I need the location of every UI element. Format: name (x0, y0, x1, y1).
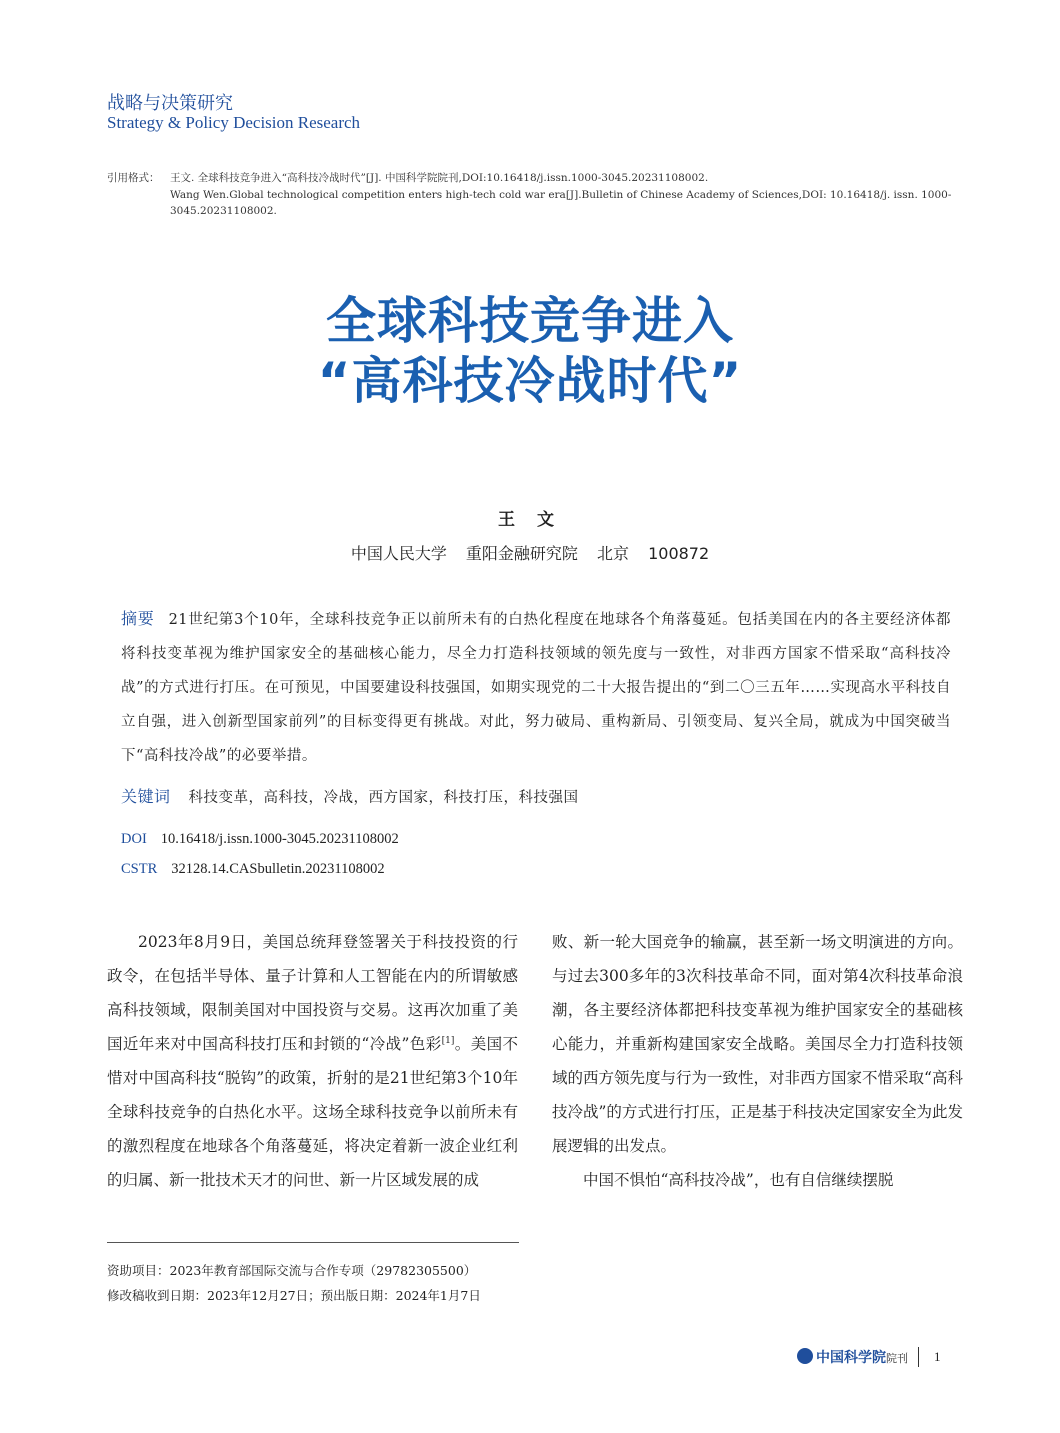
logo-text: 中国科学院 (816, 1350, 886, 1366)
author-affiliation: 中国人民大学 重阳金融研究院 北京 100872 (350, 544, 710, 563)
body-text: 。美国不惜对中国高科技“脱钩”的政策，折射的是21世纪第3个10年全球科技竞争的白热化水平。这场全球科技竞争以前所未有的激烈程度在地球各个角落蔓延，将决定着新一波企业红利的归属、新一批技术天才的问世、新一片区域发展的成 (107, 1035, 518, 1189)
doi-line (121, 831, 399, 848)
section-title-en: Strategy & Policy Decision Research (107, 113, 361, 132)
article-title-line2: “高科技冷战时代” (317, 352, 743, 410)
author-name: 王 文 (498, 510, 562, 530)
page-number: 1 (934, 1349, 941, 1364)
journal-logo (797, 1347, 908, 1367)
keywords-text: 科技变革，高科技，冷战，西方国家，科技打压，科技强国 (188, 790, 579, 806)
body-text: 2023年8月9日，美国总统拜登签署关于科技投资的行政令，在包括半导体、量子计算和人工智能在内的所谓敏感高科技领域，限制美国对中国投资与交易。这再次加重了美国近年来对中国高科技打压和封锁的“冷战”色彩 (107, 933, 518, 1053)
reference-mark[interactable]: [1] (441, 1035, 455, 1046)
footnote (107, 1258, 481, 1308)
funding-note: 资助项目：2023年教育部国际交流与合作专项（29782305500） (107, 1263, 477, 1278)
footer-divider (918, 1347, 919, 1367)
doi-label: DOI (121, 831, 147, 847)
body-column-right (552, 925, 963, 1197)
abstract-text: 21世纪第3个10年，全球科技竞争正以前所未有的白热化程度在地球各个角落蔓延。包括美国在内的各主要经济体都将科技变革视为维护国家安全的基础核心能力，尽全力打造科技领域的领先度与一致性，对非西方国家不惜采取“高科技冷战”的方式进行打压。在可预见，中国要建设科技强国，如期实现党的二十大报告提出的“到二〇三五年……实现高水平科技自立自强，进入创新型国家前列”的目标变得更有挑战。对此，努力破局、重构新局、引领变局、复兴全局，就成为中国突破当下“高科技冷战”的必要举措。 (121, 612, 951, 764)
globe-icon (797, 1348, 813, 1364)
logo-subtext: 院刊 (886, 1352, 908, 1365)
cstr-label: CSTR (121, 861, 158, 877)
body-paragraph: 中国不惧怕“高科技冷战”，也有自信继续摆脱 (583, 1171, 894, 1189)
citation-cn: 王文. 全球科技竞争进入“高科技冷战时代”[J]. 中国科学院院刊,DOI:10.16418/j.issn.1000-3045.20231108002. (170, 172, 709, 184)
body-paragraph: 败、新一轮大国竞争的输赢，甚至新一场文明演进的方向。与过去300多年的3次科技革命不同，面对第4次科技革命浪潮，各主要经济体都把科技变革视为维护国家安全的基础核心能力，并重新构建国家安全战略。美国尽全力打造科技领域的西方领先度与行为一致性，对非西方国家不惜采取“高科技冷战”的方式进行打压，正是基于科技决定国家安全为此发展逻辑的出发点。 (552, 933, 963, 1155)
abstract-label: 摘要 (121, 609, 155, 628)
body-paragraph (107, 925, 518, 1197)
keywords (121, 784, 579, 807)
section-title-cn: 战略与决策研究 (107, 93, 233, 114)
abstract (121, 602, 951, 773)
body-column-left (107, 925, 518, 1197)
footnote-divider (107, 1242, 519, 1243)
cstr-value: 32128.14.CASbulletin.20231108002 (171, 861, 385, 877)
keywords-label: 关键词 (121, 787, 171, 806)
cstr-line (121, 861, 385, 878)
article-title-line1: 全球科技竞争进入 (326, 292, 734, 350)
dates-note: 修改稿收到日期：2023年12月27日；预出版日期：2024年1月7日 (107, 1288, 481, 1303)
doi-value[interactable]: 10.16418/j.issn.1000-3045.20231108002 (160, 831, 399, 847)
citation-en: Wang Wen.Global technological competition enters high-tech cold war era[J].Bulletin of Chinese Academy of Sciences,DOI: 10.16418/j. issn. 1000-3045.20231108002. (170, 189, 952, 217)
citation-label: 引用格式： (107, 172, 160, 184)
